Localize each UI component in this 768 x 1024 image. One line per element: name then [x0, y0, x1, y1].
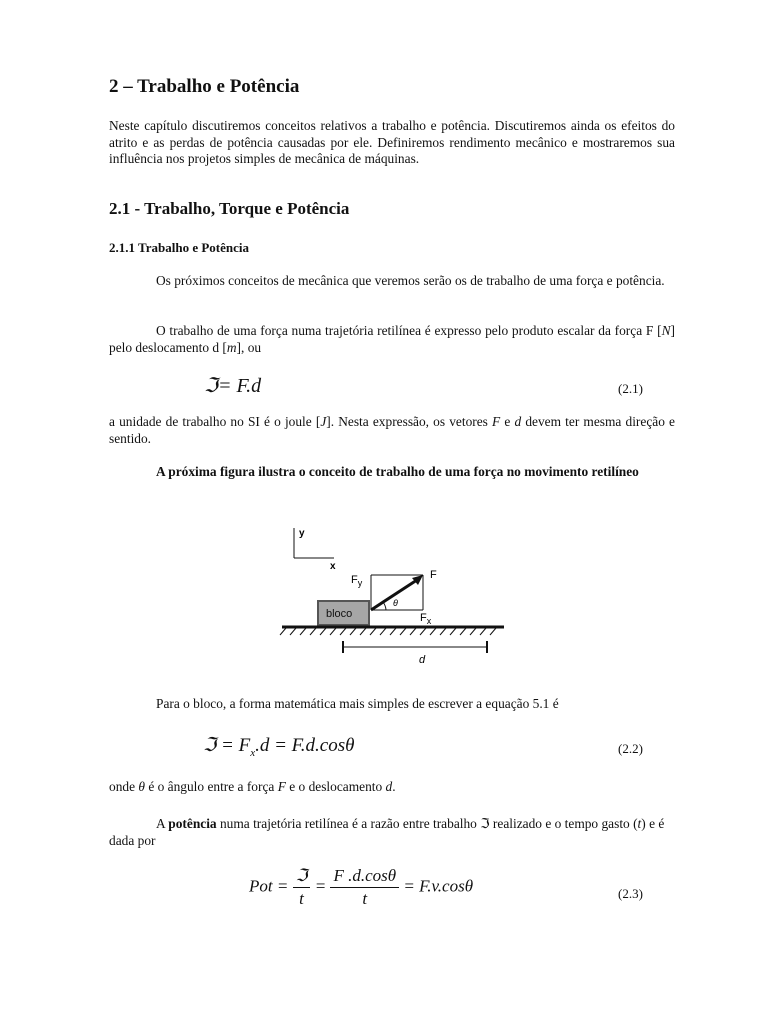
fx-label-sub: x — [426, 616, 432, 626]
text-span: ) e é dada por — [109, 816, 665, 848]
text-span: ], ou — [236, 339, 262, 355]
angle-label: θ — [393, 598, 398, 608]
text-span: devem ter mesma direção e sentido. — [109, 414, 675, 446]
eq3-f1-denominator: t — [299, 889, 304, 908]
force-label: F — [430, 569, 437, 581]
var-d: d — [514, 414, 522, 429]
text-span: ] pelo deslocamento d [ — [109, 323, 675, 355]
fy-label-main: F — [351, 574, 358, 586]
d-label: d — [419, 654, 426, 666]
var-theta: θ — [138, 779, 145, 794]
paragraph-concepts: Os próximos conceitos de mecânica que veremos serão os de trabalho de uma força e potência. — [156, 273, 665, 288]
equation-2-3-number: (2.3) — [618, 886, 643, 901]
text-span: O trabalho de uma força numa trajetória retilínea é expresso pelo produto escalar da força F [ — [156, 323, 662, 338]
chapter-title: 2 – Trabalho e Potência — [109, 76, 300, 97]
eq3-equals: = — [314, 876, 327, 896]
work-diagram — [270, 520, 510, 670]
fx-label-main: F — [420, 612, 427, 624]
chapter-intro: Neste capítulo discutiremos conceitos relativos a trabalho e potência. Discutiremos ainda os efeitos do atrito e as perdas de potência causadas por ele. Definiremos rendimento mecânico e mostraremos sua influência nos projetos simples de mecânica de máquinas. — [109, 118, 675, 167]
subsection-title: 2.1.1 Trabalho e Potência — [109, 240, 249, 255]
eq2-subscript: x — [250, 746, 256, 759]
term-potencia: potência — [168, 816, 217, 831]
eq3-fraction-2 — [330, 866, 399, 909]
text-span: e — [500, 414, 515, 429]
text-span: é o ângulo entre a força — [144, 779, 278, 794]
text-span: realizado e o tempo gasto ( — [489, 816, 638, 831]
unit-meter: m — [226, 339, 237, 355]
section-title: 2.1 - Trabalho, Torque e Potência — [109, 199, 350, 218]
eq3-f2-denominator: t — [362, 889, 368, 908]
eq2-part-b: .d = F.d.cosθ — [255, 735, 355, 756]
equation-2-1-number: (2.1) — [618, 381, 643, 396]
text-span: . — [392, 779, 396, 794]
work-symbol: ℑ — [480, 816, 490, 831]
paragraph-figure-intro: A próxima figura ilustra o conceito de trabalho de uma força no movimento retilíneo — [156, 464, 639, 479]
fy-label — [351, 574, 363, 588]
block-label: bloco — [326, 608, 353, 620]
equation-2-3 — [249, 866, 473, 909]
paragraph-joule — [109, 414, 675, 447]
text-span: onde — [109, 779, 139, 794]
text-span: ]. Nesta expressão, os vetores — [326, 414, 493, 429]
paragraph-theta — [109, 779, 675, 796]
text-span: numa trajetória retilínea é a razão entre trabalho — [216, 816, 481, 831]
eq3-f2-numerator: F .d.cosθ — [330, 866, 399, 888]
text-span: A — [156, 816, 169, 831]
equation-2-2-number: (2.2) — [618, 741, 643, 756]
paragraph-work-definition — [109, 323, 675, 356]
equation-2-1: ℑ= F.d — [204, 375, 262, 397]
paragraph-block-equation: Para o bloco, a forma matemática mais simples de escrever a equação 5.1 é — [156, 696, 559, 711]
var-t: t — [637, 816, 642, 831]
eq3-f1-numerator: ℑ — [293, 866, 311, 888]
y-axis-label: y — [299, 528, 305, 539]
eq3-rhs: = F.v.cosθ — [403, 876, 474, 896]
eq2-part-a: ℑ = F — [203, 735, 251, 756]
eq3-lhs: Pot = — [249, 876, 289, 896]
eq3-fraction-1 — [293, 866, 311, 909]
fx-label — [420, 612, 432, 626]
var-F: F — [492, 414, 501, 429]
text-span: a unidade de trabalho no SI é o joule [ — [109, 414, 321, 429]
text-span: e o deslocamento — [285, 779, 386, 794]
equation-2-2 — [203, 734, 354, 759]
unit-joule: J — [320, 414, 327, 429]
angle-arc — [383, 602, 386, 610]
fy-label-sub: y — [357, 578, 363, 588]
var-d: d — [385, 779, 393, 794]
paragraph-power — [109, 816, 675, 849]
unit-newton: N — [661, 323, 671, 338]
var-F: F — [277, 779, 286, 794]
ground-hatching — [280, 628, 496, 635]
x-axis-label: x — [330, 561, 336, 572]
